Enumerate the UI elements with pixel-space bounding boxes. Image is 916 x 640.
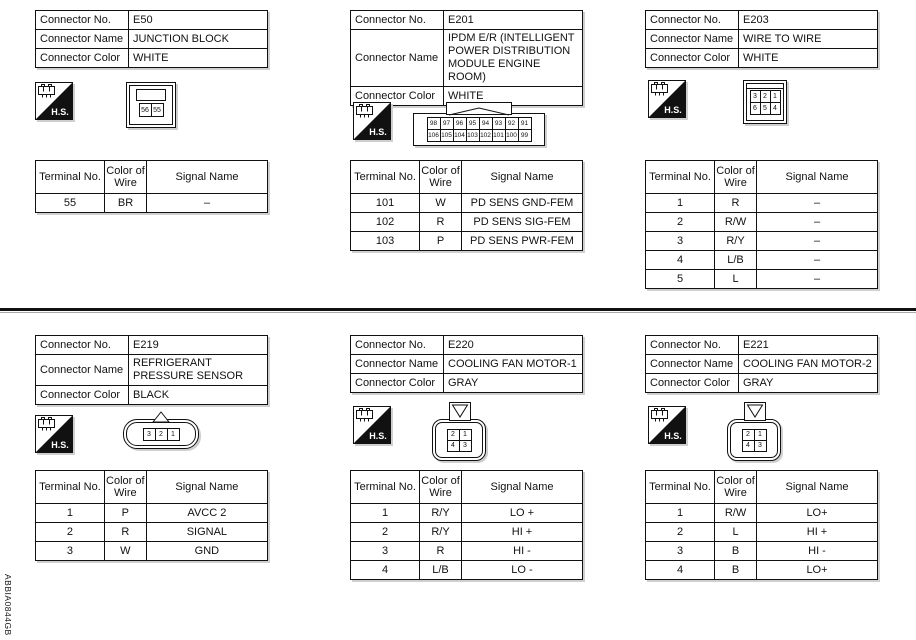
connector-no-value: E203 <box>739 11 878 30</box>
terminal-no-cell: 3 <box>646 232 715 251</box>
color-of-wire-header: Color of Wire <box>420 471 462 504</box>
terminal-no-cell: 102 <box>351 213 420 232</box>
wire-color-cell: P <box>420 232 462 251</box>
connector-name-value: REFRIGERANT PRESSURE SENSOR <box>129 355 268 386</box>
pin-cell: 4 <box>742 440 755 452</box>
terminal-row <box>351 213 583 232</box>
pin-cell: 103 <box>466 129 480 142</box>
hs-icon <box>35 82 73 120</box>
pin-cell: 106 <box>427 129 441 142</box>
signal-name-header: Signal Name <box>462 471 583 504</box>
hs-label: H.S. <box>51 440 69 450</box>
pin-cell: 101 <box>492 129 506 142</box>
signal-name-header: Signal Name <box>757 161 878 194</box>
connector-no-value: E201 <box>444 11 583 30</box>
connector-name-label: Connector Name <box>351 355 444 374</box>
connector-no-label: Connector No. <box>351 336 444 355</box>
connector-color-label: Connector Color <box>36 386 129 405</box>
terminal-no-cell: 2 <box>646 523 715 542</box>
terminal-no-cell: 3 <box>351 542 420 561</box>
connector-no-label: Connector No. <box>351 11 444 30</box>
wire-color-cell: R <box>715 194 757 213</box>
pin-cell: 2 <box>760 90 771 103</box>
connector-name-value: WIRE TO WIRE <box>739 30 878 49</box>
terminal-row <box>351 523 583 542</box>
signal-name-cell: LO - <box>462 561 583 580</box>
terminal-row <box>646 251 878 270</box>
signal-name-cell: LO+ <box>757 561 878 580</box>
pin-cell: 3 <box>754 440 767 452</box>
connector-pin-diagram <box>727 402 783 463</box>
pin-cell: 102 <box>479 129 493 142</box>
terminal-row <box>351 232 583 251</box>
terminal-no-cell: 2 <box>36 523 105 542</box>
connector-color-label: Connector Color <box>351 87 444 106</box>
connector-block-e220 <box>350 335 583 576</box>
wire-color-cell: P <box>104 504 146 523</box>
signal-name-cell: PD SENS SIG-FEM <box>462 213 583 232</box>
pin-cell: 55 <box>151 103 164 117</box>
terminal-no-header: Terminal No. <box>351 161 420 194</box>
signal-name-cell: HI - <box>462 542 583 561</box>
terminal-table <box>35 470 268 561</box>
connector-info-table <box>350 10 583 106</box>
pin-cell: 56 <box>139 103 152 117</box>
connector-no-label: Connector No. <box>646 11 739 30</box>
terminal-no-header: Terminal No. <box>646 471 715 504</box>
pin-housing <box>746 83 784 121</box>
terminal-no-header: Terminal No. <box>36 471 105 504</box>
signal-name-cell: HI - <box>757 542 878 561</box>
wire-color-cell: R <box>420 213 462 232</box>
signal-name-cell: LO + <box>462 504 583 523</box>
terminal-no-cell: 5 <box>646 270 715 289</box>
terminal-no-cell: 4 <box>646 251 715 270</box>
hs-label: H.S. <box>369 431 387 441</box>
terminal-row <box>646 194 878 213</box>
wire-color-cell: B <box>715 561 757 580</box>
connector-block-e219 <box>35 335 268 557</box>
connector-color-value: GRAY <box>444 374 583 393</box>
terminal-no-cell: 103 <box>351 232 420 251</box>
connector-color-label: Connector Color <box>36 49 129 68</box>
hs-icon <box>353 102 391 140</box>
wire-color-cell: L/B <box>420 561 462 580</box>
pin-housing <box>129 85 173 125</box>
signal-name-cell: SIGNAL <box>146 523 267 542</box>
terminal-no-cell: 4 <box>646 561 715 580</box>
pin-cell: 105 <box>440 129 454 142</box>
wire-color-cell: W <box>104 542 146 561</box>
terminal-no-header: Terminal No. <box>351 471 420 504</box>
connector-block-e201 <box>350 10 583 247</box>
terminal-row <box>646 270 878 289</box>
wire-color-cell: R/W <box>715 213 757 232</box>
terminal-no-cell: 1 <box>36 504 105 523</box>
terminal-row <box>36 504 268 523</box>
signal-name-cell: LO+ <box>757 504 878 523</box>
connector-no-value: E221 <box>739 336 878 355</box>
pin-cell: 2 <box>742 429 755 441</box>
connector-name-label: Connector Name <box>36 30 129 49</box>
color-of-wire-header: Color of Wire <box>715 161 757 194</box>
connector-name-value: COOLING FAN MOTOR-1 <box>444 355 583 374</box>
signal-name-header: Signal Name <box>462 161 583 194</box>
connector-no-value: E50 <box>129 11 268 30</box>
color-of-wire-header: Color of Wire <box>104 471 146 504</box>
terminal-no-header: Terminal No. <box>36 161 105 194</box>
wire-color-cell: L <box>715 523 757 542</box>
pin-cell: 94 <box>479 117 493 130</box>
hs-label: H.S. <box>664 105 682 115</box>
signal-name-cell: – <box>147 194 268 213</box>
pin-housing <box>123 419 199 449</box>
signal-name-header: Signal Name <box>147 161 268 194</box>
wire-color-cell: R/Y <box>715 232 757 251</box>
pin-cell: 92 <box>505 117 519 130</box>
terminal-row <box>646 523 878 542</box>
wire-color-cell: L <box>715 270 757 289</box>
hs-label: H.S. <box>664 431 682 441</box>
terminal-row <box>36 523 268 542</box>
connector-pin-diagram <box>432 402 488 463</box>
pin-cell: 2 <box>155 428 168 441</box>
color-of-wire-header: Color of Wire <box>715 471 757 504</box>
terminal-row <box>646 504 878 523</box>
connector-color-label: Connector Color <box>646 374 739 393</box>
terminal-no-cell: 1 <box>646 194 715 213</box>
pin-cell: 96 <box>453 117 467 130</box>
signal-name-cell: – <box>757 270 878 289</box>
connector-key-tab <box>152 411 170 423</box>
wire-color-cell: L/B <box>715 251 757 270</box>
color-of-wire-header: Color of Wire <box>105 161 147 194</box>
connector-block-e50 <box>35 10 268 209</box>
connector-no-label: Connector No. <box>36 336 129 355</box>
pin-cell: 98 <box>427 117 441 130</box>
hs-icon <box>648 80 686 118</box>
pin-cell: 5 <box>760 102 771 115</box>
wire-color-cell: R <box>104 523 146 542</box>
connector-name-value: COOLING FAN MOTOR-2 <box>739 355 878 374</box>
pin-cell: 4 <box>770 102 781 115</box>
terminal-no-cell: 1 <box>351 504 420 523</box>
section-divider-shadow <box>0 312 916 313</box>
pin-cell: 93 <box>492 117 506 130</box>
signal-name-cell: – <box>757 194 878 213</box>
terminal-row <box>351 542 583 561</box>
pin-cell: 1 <box>754 429 767 441</box>
pin-housing <box>432 419 486 461</box>
terminal-no-cell: 3 <box>646 542 715 561</box>
signal-name-header: Signal Name <box>757 471 878 504</box>
connector-name-value: JUNCTION BLOCK <box>129 30 268 49</box>
terminal-no-cell: 55 <box>36 194 105 213</box>
connector-color-value: WHITE <box>444 87 583 106</box>
connector-color-label: Connector Color <box>646 49 739 68</box>
pin-cell: 99 <box>518 129 532 142</box>
connector-info-table <box>350 335 583 393</box>
wire-color-cell: R/W <box>715 504 757 523</box>
pin-cell: 4 <box>447 440 460 452</box>
terminal-row <box>646 561 878 580</box>
pin-cell: 3 <box>750 90 761 103</box>
color-of-wire-header: Color of Wire <box>420 161 462 194</box>
terminal-no-header: Terminal No. <box>646 161 715 194</box>
terminal-row <box>351 561 583 580</box>
connector-info-table <box>645 335 878 393</box>
wire-color-cell: BR <box>105 194 147 213</box>
connector-key-tab <box>449 402 471 421</box>
connector-info-table <box>645 10 878 68</box>
wire-color-cell: R/Y <box>420 504 462 523</box>
connector-info-table <box>35 10 268 68</box>
blank-slot <box>747 84 783 89</box>
connector-color-value: BLACK <box>129 386 268 405</box>
connector-block-e203 <box>645 10 878 285</box>
section-divider <box>0 308 916 311</box>
pin-cell: 91 <box>518 117 532 130</box>
terminal-table <box>35 160 268 213</box>
pin-cell: 95 <box>466 117 480 130</box>
signal-name-cell: – <box>757 251 878 270</box>
connector-key-tab <box>446 102 512 115</box>
terminal-table <box>645 470 878 580</box>
terminal-no-cell: 1 <box>646 504 715 523</box>
hs-icon <box>648 406 686 444</box>
pin-housing <box>413 113 545 146</box>
connector-no-value: E220 <box>444 336 583 355</box>
connector-color-value: WHITE <box>129 49 268 68</box>
wire-color-cell: W <box>420 194 462 213</box>
connector-no-label: Connector No. <box>36 11 129 30</box>
terminal-table <box>350 160 583 251</box>
terminal-table <box>645 160 878 289</box>
terminal-row <box>646 232 878 251</box>
signal-name-cell: GND <box>146 542 267 561</box>
terminal-row <box>646 542 878 561</box>
figure-code: ABBIA0844GB <box>3 574 13 636</box>
terminal-table <box>350 470 583 580</box>
terminal-row <box>351 194 583 213</box>
connector-block-e221 <box>645 335 878 576</box>
signal-name-cell: – <box>757 213 878 232</box>
terminal-row <box>646 213 878 232</box>
pin-cell: 1 <box>459 429 472 441</box>
connector-name-label: Connector Name <box>36 355 129 386</box>
pin-cell: 100 <box>505 129 519 142</box>
pin-cell: 1 <box>167 428 180 441</box>
terminal-no-cell: 101 <box>351 194 420 213</box>
pin-cell: 2 <box>447 429 460 441</box>
pin-cell: 3 <box>459 440 472 452</box>
connector-key-tab <box>744 402 766 421</box>
hs-label: H.S. <box>51 107 69 117</box>
connector-pin-diagram <box>123 411 201 451</box>
wire-color-cell: R/Y <box>420 523 462 542</box>
blank-slot <box>136 89 166 101</box>
signal-name-cell: PD SENS GND-FEM <box>462 194 583 213</box>
pin-cell: 6 <box>750 102 761 115</box>
hs-label: H.S. <box>369 127 387 137</box>
connector-color-value: WHITE <box>739 49 878 68</box>
connector-name-label: Connector Name <box>351 30 444 87</box>
terminal-row <box>36 194 268 213</box>
pin-cell: 3 <box>143 428 156 441</box>
hs-icon <box>35 415 73 453</box>
terminal-row <box>36 542 268 561</box>
terminal-row <box>351 504 583 523</box>
connector-pin-diagram <box>126 82 176 128</box>
hs-icon <box>353 406 391 444</box>
terminal-no-cell: 2 <box>351 523 420 542</box>
connector-no-value: E219 <box>129 336 268 355</box>
signal-name-cell: PD SENS PWR-FEM <box>462 232 583 251</box>
pin-cell: 97 <box>440 117 454 130</box>
connector-color-value: GRAY <box>739 374 878 393</box>
signal-name-header: Signal Name <box>146 471 267 504</box>
signal-name-cell: AVCC 2 <box>146 504 267 523</box>
terminal-no-cell: 4 <box>351 561 420 580</box>
pin-cell: 104 <box>453 129 467 142</box>
connector-no-label: Connector No. <box>646 336 739 355</box>
wire-color-cell: B <box>715 542 757 561</box>
connector-name-value: IPDM E/R (INTELLIGENT POWER DISTRIBUTION MODULE ENGINE ROOM) <box>444 30 583 87</box>
signal-name-cell: HI + <box>757 523 878 542</box>
terminal-no-cell: 3 <box>36 542 105 561</box>
pin-cell: 1 <box>770 90 781 103</box>
connector-name-label: Connector Name <box>646 355 739 374</box>
terminal-no-cell: 2 <box>646 213 715 232</box>
wire-color-cell: R <box>420 542 462 561</box>
connector-color-label: Connector Color <box>351 374 444 393</box>
connector-pin-diagram <box>413 102 547 146</box>
signal-name-cell: – <box>757 232 878 251</box>
signal-name-cell: HI + <box>462 523 583 542</box>
connector-pin-diagram <box>743 80 787 124</box>
key-tab-lines <box>447 105 511 116</box>
connector-name-label: Connector Name <box>646 30 739 49</box>
connector-info-table <box>35 335 268 405</box>
pin-housing <box>727 419 781 461</box>
